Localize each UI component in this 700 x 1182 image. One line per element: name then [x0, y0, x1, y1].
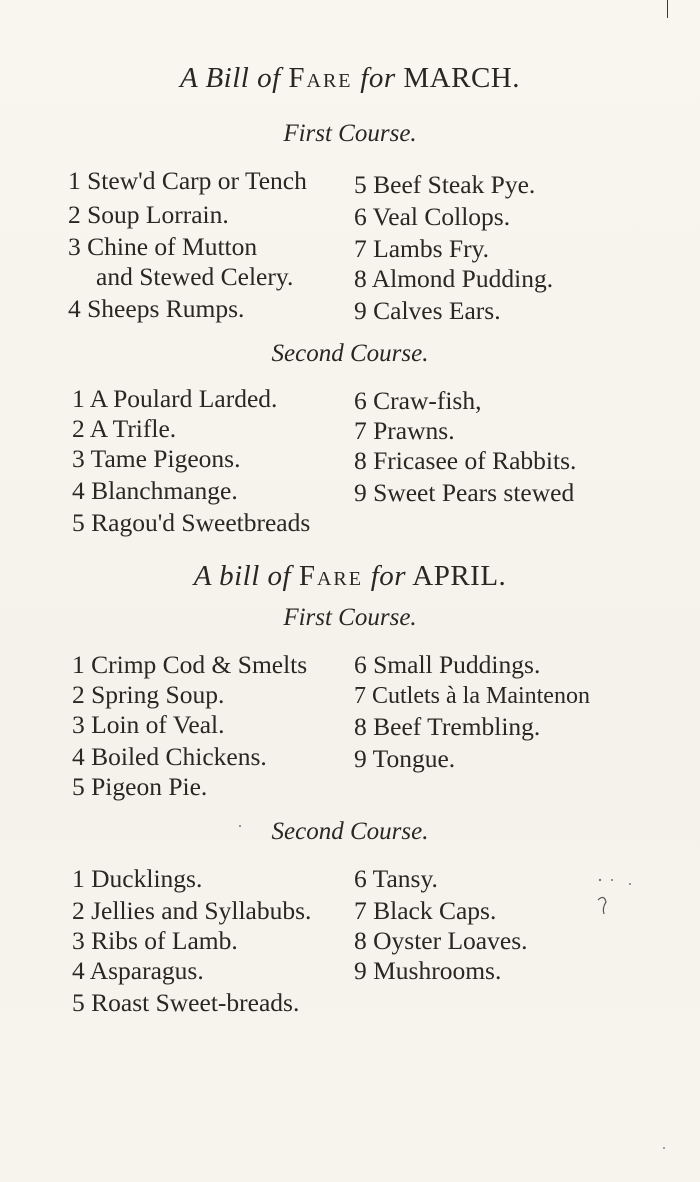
april-second-item: 5 Roast Sweet-breads.	[72, 988, 300, 1017]
march-second-item: 7 Prawns.	[354, 416, 455, 445]
march-heading-for: for	[360, 62, 396, 94]
april-first-item: 9 Tongue.	[354, 744, 456, 773]
april-first-item: 7 Cutlets à la Maintenon	[354, 683, 590, 709]
april-first-item: 8 Beef Trembling.	[354, 712, 541, 741]
march-second-item: 5 Ragou'd Sweetbreads	[72, 508, 311, 537]
speck-6	[663, 1147, 665, 1149]
april-second-course-title: Second Course.	[271, 818, 429, 845]
april-second-item: 4 Asparagus.	[72, 956, 204, 985]
april-second-item: 9 Mushrooms.	[354, 956, 502, 985]
march-first-item: 5 Beef Steak Pye.	[354, 170, 536, 199]
april-second-item: 8 Oyster Loaves.	[354, 926, 528, 955]
march-first-item: 7 Lambs Fry.	[354, 234, 490, 263]
april-first-course-title: First Course.	[283, 604, 417, 631]
march-second-item: 4 Blanchmange.	[72, 476, 238, 505]
march-second-item: 2 A Trifle.	[72, 414, 177, 443]
speck-2	[611, 879, 613, 881]
march-second-item: 6 Craw-fish,	[354, 386, 482, 415]
speck-3	[629, 883, 631, 885]
march-first-item: 6 Veal Collops.	[354, 202, 511, 231]
april-second-item: 2 Jellies and Syllabubs.	[72, 896, 312, 925]
march-first-item: and Stewed Celery.	[96, 262, 294, 291]
april-second-item: 1 Ducklings.	[72, 864, 203, 893]
march-first-item: 9 Calves Ears.	[354, 296, 501, 325]
march-second-item: 8 Fricasee of Rabbits.	[354, 446, 577, 475]
speck-5	[239, 825, 241, 827]
april-second-item: 3 Ribs of Lamb.	[72, 926, 238, 955]
speck-4	[598, 897, 606, 914]
march-first-item: 1 Stew'd Carp or Tench	[68, 166, 307, 195]
april-first-item: 6 Small Puddings.	[354, 650, 541, 679]
march-heading-month: MARCH.	[403, 62, 520, 94]
april-first-item: 2 Spring Soup.	[72, 680, 225, 709]
april-heading-month: APRIL.	[412, 560, 507, 592]
march-first-item: 2 Soup Lorrain.	[68, 200, 229, 229]
march-first-item: 4 Sheeps Rumps.	[68, 294, 245, 323]
march-first-item: 3 Chine of Mutton	[68, 232, 258, 261]
march-first-course-title: First Course.	[283, 120, 417, 147]
april-heading-for: for	[370, 560, 407, 592]
march-heading-a-bill-of: A Bill of	[180, 62, 281, 94]
speck-1	[599, 879, 601, 881]
april-heading-fare: Fare	[298, 560, 363, 592]
march-first-item: 8 Almond Pudding.	[354, 264, 554, 293]
march-heading-fare: Fare	[288, 62, 353, 94]
april-second-item: 7 Black Caps.	[354, 896, 497, 925]
april-second-item: 6 Tansy.	[354, 864, 438, 893]
march-second-item: 3 Tame Pigeons.	[72, 444, 241, 473]
april-first-item: 1 Crimp Cod & Smelts	[72, 650, 308, 679]
april-heading-a-bill-of: A bill of	[193, 560, 292, 592]
april-first-item: 5 Pigeon Pie.	[72, 772, 208, 801]
april-first-item: 3 Loin of Veal.	[72, 710, 225, 739]
april-first-item: 4 Boiled Chickens.	[72, 742, 267, 771]
march-second-item: 9 Sweet Pears stewed	[354, 478, 575, 507]
march-second-course-title: Second Course.	[271, 340, 429, 367]
march-second-item: 1 A Poulard Larded.	[72, 384, 278, 413]
